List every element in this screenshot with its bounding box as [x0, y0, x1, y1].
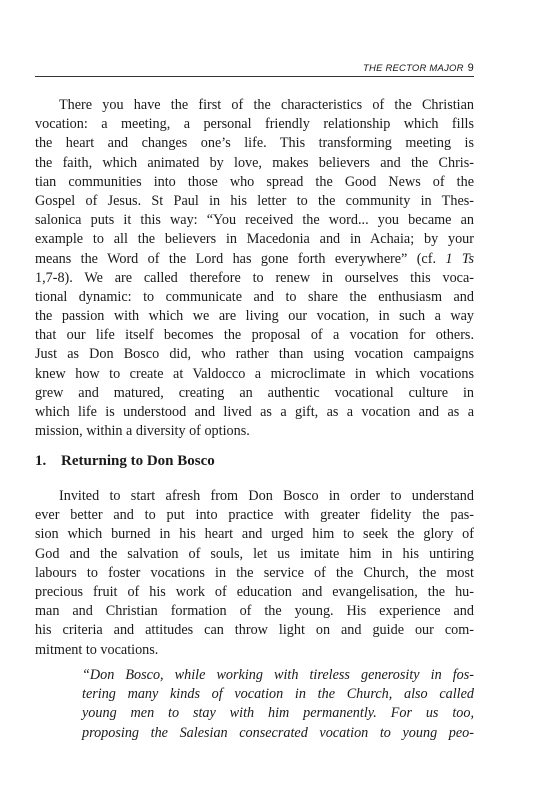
page-number: 9: [467, 62, 474, 74]
text-line: salonica puts it this way: “You received the word... you became an: [35, 212, 474, 229]
text-line: sion which burned in his heart and urged him to seek the glory of: [35, 526, 474, 543]
quote-line: “Don Bosco, while working with tireless generosity in fos-: [82, 667, 474, 683]
text-line: Gospel of Jesus. St Paul in his letter to the community in Thes-: [35, 192, 474, 209]
text-line: mission, within a diversity of options.: [35, 423, 250, 440]
text-line: There you have the first of the characteristics of the Christian: [59, 97, 474, 113]
text-line-with-citation: [35, 250, 474, 269]
text-line: his criteria and attitudes can throw light on and guide our com-: [35, 622, 474, 639]
section-number: 1.: [35, 453, 47, 469]
text-line: the heart and changes one’s life. This transforming meeting is: [35, 135, 474, 152]
text-line: mitment to vocations.: [35, 641, 159, 658]
text-line: tian communities into those who spread the Good News of the: [35, 173, 474, 190]
header-rule: [35, 76, 474, 77]
quote-line: proposing the Salesian consecrated vocation to young peo-: [82, 724, 474, 741]
text-line: tional dynamic: to communicate and to share the enthusiasm and: [35, 288, 474, 305]
quote-line: young men to stay with him permanently. For us too,: [82, 705, 474, 722]
running-header: [35, 62, 474, 74]
text-line: God and the salvation of souls, let us imitate him in his untiring: [35, 545, 474, 562]
text-line: example to all the believers in Macedonia and in Achaia; by your: [35, 231, 474, 248]
text-line: Just as Don Bosco did, who rather than using vocation campaigns: [35, 346, 474, 363]
text-line: man and Christian formation of the young. His experience and: [35, 603, 474, 620]
text-line: Invited to start afresh from Don Bosco in order to understand: [59, 488, 474, 504]
text-line: grew and matured, creating an authentic vocational culture in: [35, 384, 474, 401]
quote-line: tering many kinds of vocation in the Church, also called: [82, 686, 474, 703]
section-title: Returning to Don Bosco: [61, 453, 215, 469]
text-line: ever better and to put into practice with greater fidelity the pas-: [35, 507, 474, 524]
text-line: the faith, which animated by love, makes believers and the Chris-: [35, 154, 474, 171]
text-line: that our life itself becomes the proposal of a vocation for others.: [35, 327, 474, 344]
running-title: THE RECTOR MAJOR: [363, 63, 464, 74]
text-line: precious fruit of his work of education and evangelisation, the hu-: [35, 583, 474, 600]
block-quote: [82, 666, 474, 743]
text-segment: means the Word of the Lord has gone forth everywhere” (cf.: [35, 250, 446, 267]
paragraph-2: [35, 487, 474, 660]
text-line: which life is understood and lived as a gift, as a vocation and as a: [35, 404, 474, 420]
text-line: the passion with which we are living our vocation, in such a way: [35, 308, 474, 325]
text-line: labours to foster vocations in the service of the Church, the most: [35, 564, 474, 581]
citation-italic: 1 Ts: [445, 250, 475, 267]
text-line: vocation: a meeting, a personal friendly relationship which fills: [35, 116, 474, 133]
section-heading: [35, 452, 474, 471]
paragraph-1: [35, 96, 474, 441]
text-line: 1,7-8). We are called therefore to renew in ourselves this voca-: [35, 269, 474, 286]
text-line: knew how to create at Valdocco a microclimate in which vocations: [35, 365, 474, 382]
